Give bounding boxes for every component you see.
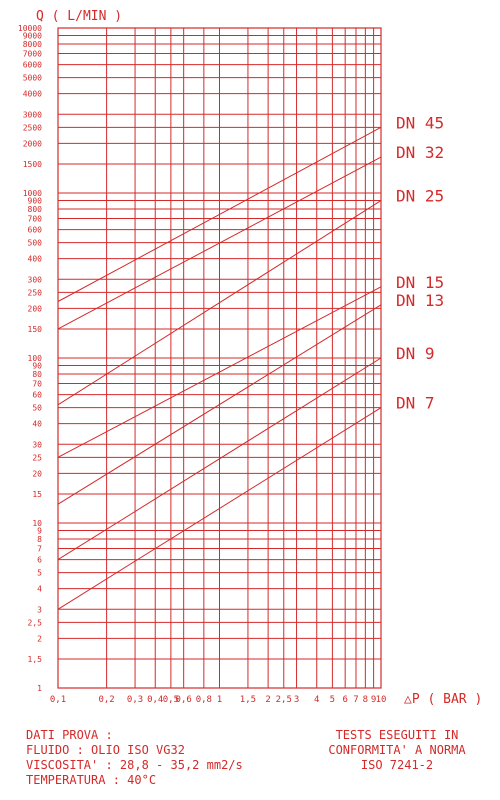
y-tick-label: 900: [27, 196, 42, 206]
series-label: DN 13: [396, 290, 445, 310]
y-tick-label: 7000: [22, 49, 42, 59]
y-tick-label: 400: [27, 254, 42, 264]
x-tick-label: 2,5: [275, 695, 292, 705]
y-tick-label: 1: [37, 684, 42, 693]
y-tick-labels: [18, 24, 42, 693]
x-tick-label: 2: [265, 695, 271, 705]
y-tick-label: 4000: [22, 89, 42, 99]
series-labels: [396, 113, 444, 412]
y-tick-label: 4: [37, 584, 42, 594]
y-tick-label: 30: [32, 440, 42, 450]
note-line: ISO 7241-2: [360, 758, 434, 772]
standard-notes: [312, 728, 482, 773]
note-line: CONFORMITA' A NORMA: [328, 743, 466, 757]
y-tick-label: 250: [27, 288, 42, 298]
y-tick-label: 3: [37, 605, 42, 615]
x-tick-label: 7: [353, 695, 359, 705]
y-tick-label: 10000: [17, 24, 42, 33]
x-tick-label: 0,6: [175, 695, 192, 705]
y-tick-label: 600: [27, 225, 42, 235]
y-tick-label: 6: [37, 555, 42, 565]
note-line: DATI PROVA :: [26, 728, 113, 742]
y-tick-label: 25: [32, 453, 42, 463]
series-label: DN 25: [396, 186, 445, 206]
y-tick-label: 90: [32, 361, 42, 371]
x-tick-label: 10: [375, 695, 387, 705]
y-tick-label: 7: [37, 544, 42, 554]
x-tick-label: 0,8: [195, 695, 212, 705]
y-tick-label: 10: [32, 519, 42, 528]
x-tick-label: 9: [370, 695, 377, 705]
series-label: DN 7: [396, 393, 435, 413]
y-tick-label: 1500: [22, 159, 42, 169]
x-tick-label: 0,1: [49, 695, 67, 705]
y-tick-label: 100: [27, 354, 42, 363]
y-tick-label: 9000: [22, 31, 42, 41]
y-tick-label: 6000: [22, 60, 42, 70]
series-label: DN 32: [396, 143, 445, 163]
y-tick-label: 40: [32, 419, 42, 429]
note-line: FLUIDO : OLIO ISO VG32: [26, 743, 185, 757]
y-tick-label: 50: [32, 403, 42, 413]
y-tick-label: 500: [27, 238, 42, 248]
note-line: TEMPERATURA : 40°C: [26, 773, 157, 787]
grid: [58, 28, 381, 688]
y-tick-label: 150: [27, 324, 42, 334]
x-tick-labels: [50, 695, 387, 705]
y-tick-label: 20: [32, 469, 42, 479]
x-tick-label: 1: [216, 695, 223, 705]
y-tick-label: 1000: [22, 189, 42, 198]
y-tick-label: 2,5: [27, 618, 42, 628]
note-line: VISCOSITA' : 28,8 - 35,2 mm2/s: [26, 758, 243, 772]
note-line: TESTS ESEGUITI IN: [335, 728, 459, 742]
x-tick-label: 0,2: [98, 695, 115, 705]
y-tick-label: 8: [37, 534, 42, 544]
x-tick-label: 0,5: [162, 695, 180, 705]
y-tick-label: 9: [37, 526, 42, 536]
y-tick-label: 5000: [22, 73, 42, 83]
y-tick-label: 2000: [22, 139, 42, 149]
x-tick-label: 0,4: [147, 695, 164, 705]
test-data-notes: [26, 728, 243, 788]
y-tick-label: 70: [32, 379, 42, 389]
y-tick-label: 2500: [22, 123, 42, 133]
y-tick-label: 200: [27, 304, 42, 314]
series-label: DN 45: [396, 113, 445, 133]
x-tick-label: 5: [329, 695, 336, 705]
y-axis-label: Q ( L/MIN ): [36, 9, 123, 24]
x-tick-label: 6: [342, 695, 348, 705]
x-tick-label: 3: [293, 695, 300, 705]
y-tick-label: 60: [32, 390, 42, 400]
x-tick-label: 4: [314, 695, 320, 705]
x-axis-label: △P ( BAR ): [404, 692, 483, 707]
series-label: DN 15: [396, 272, 445, 292]
y-tick-label: 1,5: [27, 654, 42, 664]
y-tick-label: 80: [32, 369, 42, 379]
series-label: DN 9: [396, 344, 435, 363]
y-tick-label: 5: [37, 568, 42, 578]
x-tick-label: 1,5: [239, 695, 257, 705]
y-tick-label: 700: [27, 214, 42, 224]
y-tick-label: 2: [37, 634, 42, 644]
x-tick-label: 0,3: [126, 695, 144, 705]
y-tick-label: 8000: [22, 39, 42, 49]
y-tick-label: 3000: [22, 110, 42, 120]
x-tick-label: 8: [362, 695, 369, 705]
y-tick-label: 800: [27, 204, 42, 214]
y-tick-label: 300: [27, 275, 42, 285]
y-tick-label: 15: [32, 489, 42, 499]
